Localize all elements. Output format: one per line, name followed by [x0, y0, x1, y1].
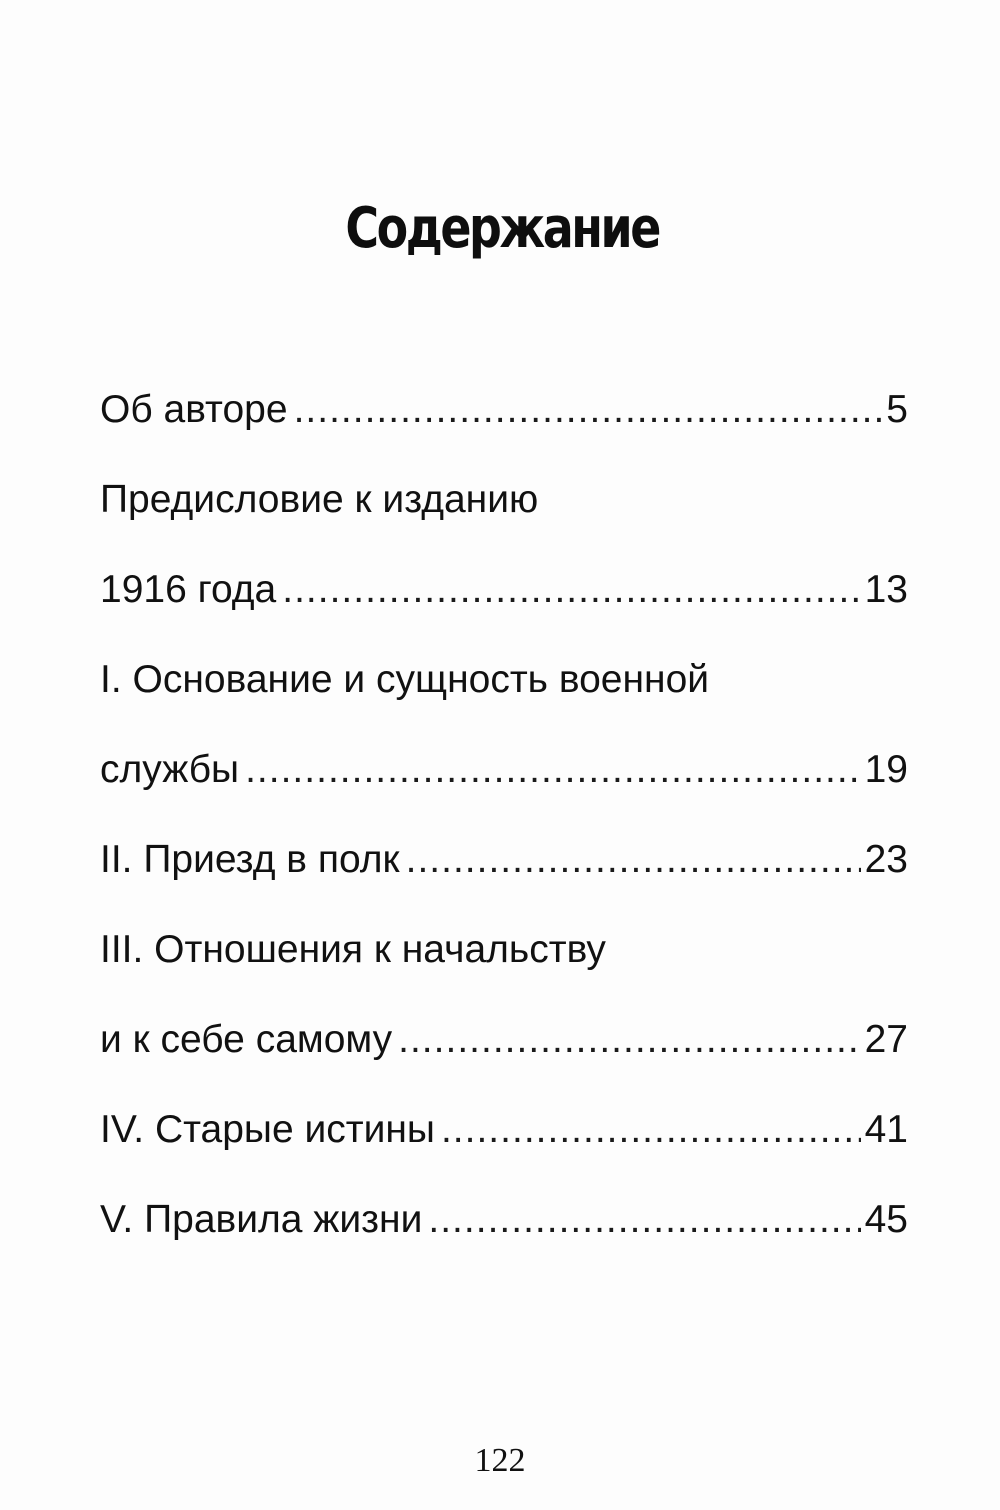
dot-leader — [406, 830, 861, 890]
toc-entry-about-author — [100, 380, 908, 440]
toc-entry-chapter-5 — [100, 1190, 908, 1250]
toc-entry-chapter-4 — [100, 1100, 908, 1160]
dot-leader — [398, 1010, 860, 1070]
dot-leader — [428, 1190, 860, 1250]
dot-leader — [294, 380, 883, 440]
toc-entry-text: и к себе самому — [100, 1018, 393, 1061]
toc-entry-page: 19 — [864, 748, 908, 791]
toc-entry-text: 1916 года — [100, 568, 277, 611]
dot-leader — [441, 1100, 861, 1160]
toc-entry-text: I. Основание и сущность военной — [100, 658, 710, 701]
toc-entry-chapter-2 — [100, 830, 908, 890]
toc-entry-text: IV. Старые истины — [100, 1108, 435, 1151]
toc-entry-text: III. Отношения к начальству — [100, 928, 606, 971]
toc-entry-text: V. Правила жизни — [100, 1198, 423, 1241]
toc-entry-page: 13 — [864, 568, 908, 611]
toc-entry-page: 45 — [864, 1198, 908, 1241]
table-of-contents — [100, 0, 910, 1510]
dot-leader — [282, 560, 860, 620]
toc-entry-text: Об авторе — [100, 388, 288, 431]
page-number: 122 — [474, 1442, 526, 1479]
toc-entry-preface-cont — [100, 560, 908, 620]
toc-entry-preface — [100, 470, 538, 530]
toc-entry-text: Предисловие к изданию — [100, 478, 539, 521]
toc-entry-chapter-3 — [100, 920, 606, 980]
toc-entry-chapter-1 — [100, 650, 709, 710]
toc-entry-chapter-3-cont — [100, 1010, 908, 1070]
toc-entry-chapter-1-cont — [100, 740, 908, 800]
dot-leader — [245, 740, 861, 800]
toc-entry-page: 5 — [886, 388, 908, 431]
toc-entry-page: 27 — [864, 1018, 908, 1061]
page-title: Содержание — [345, 196, 659, 261]
toc-entry-text: службы — [100, 748, 240, 791]
toc-entry-text: II. Приезд в полк — [100, 838, 400, 881]
toc-entry-page: 41 — [864, 1108, 908, 1151]
toc-entry-page: 23 — [864, 838, 908, 881]
